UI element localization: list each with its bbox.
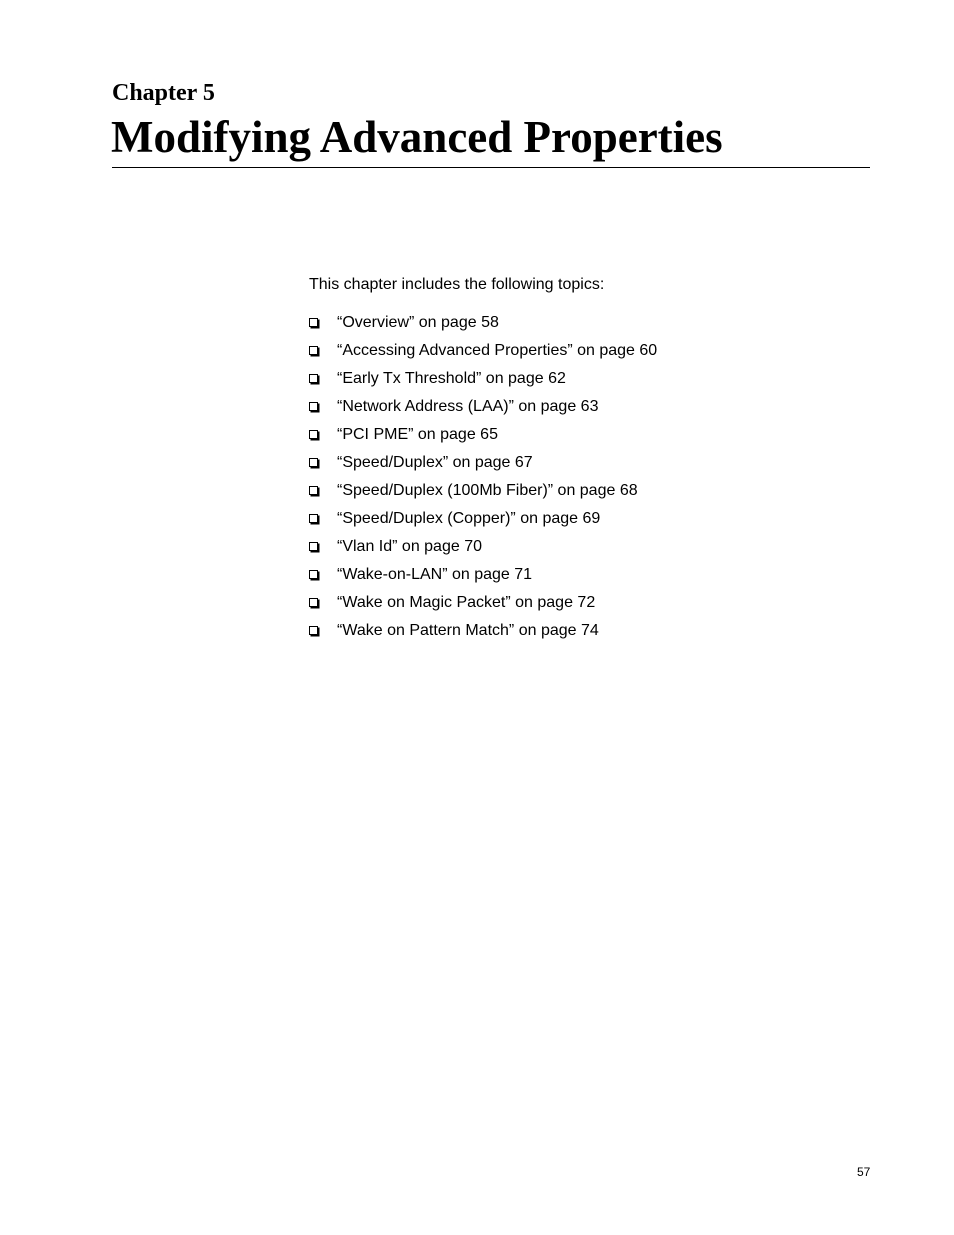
chapter-title: Modifying Advanced Properties: [111, 112, 723, 162]
checkbox-square-icon: [309, 570, 318, 579]
topic-link[interactable]: “Speed/Duplex (Copper)” on page 69: [337, 510, 601, 527]
topic-link[interactable]: “Wake on Pattern Match” on page 74: [337, 622, 599, 639]
intro-text: This chapter includes the following topics:: [309, 276, 605, 293]
checkbox-square-icon: [309, 374, 318, 383]
topic-link[interactable]: “Speed/Duplex (100Mb Fiber)” on page 68: [337, 482, 638, 499]
checkbox-square-icon: [309, 430, 318, 439]
checkbox-square-icon: [309, 514, 318, 523]
topic-link[interactable]: “Network Address (LAA)” on page 63: [337, 398, 599, 415]
topic-link[interactable]: “Wake-on-LAN” on page 71: [337, 566, 533, 583]
topic-link[interactable]: “Overview” on page 58: [337, 314, 499, 331]
title-divider: [112, 167, 870, 168]
topic-link[interactable]: “Vlan Id” on page 70: [337, 538, 482, 555]
topic-link[interactable]: “Wake on Magic Packet” on page 72: [337, 594, 596, 611]
checkbox-square-icon: [309, 402, 318, 411]
chapter-label: Chapter 5: [112, 80, 215, 106]
checkbox-square-icon: [309, 458, 318, 467]
topic-link[interactable]: “Accessing Advanced Properties” on page 60: [337, 342, 658, 359]
checkbox-square-icon: [309, 626, 318, 635]
checkbox-square-icon: [309, 318, 318, 327]
checkbox-square-icon: [309, 346, 318, 355]
page-number: 57: [857, 1165, 871, 1179]
topic-link[interactable]: “PCI PME” on page 65: [337, 426, 498, 443]
topic-link[interactable]: “Early Tx Threshold” on page 62: [337, 370, 566, 387]
checkbox-square-icon: [309, 598, 318, 607]
topic-link[interactable]: “Speed/Duplex” on page 67: [337, 454, 533, 471]
checkbox-square-icon: [309, 486, 318, 495]
checkbox-square-icon: [309, 542, 318, 551]
